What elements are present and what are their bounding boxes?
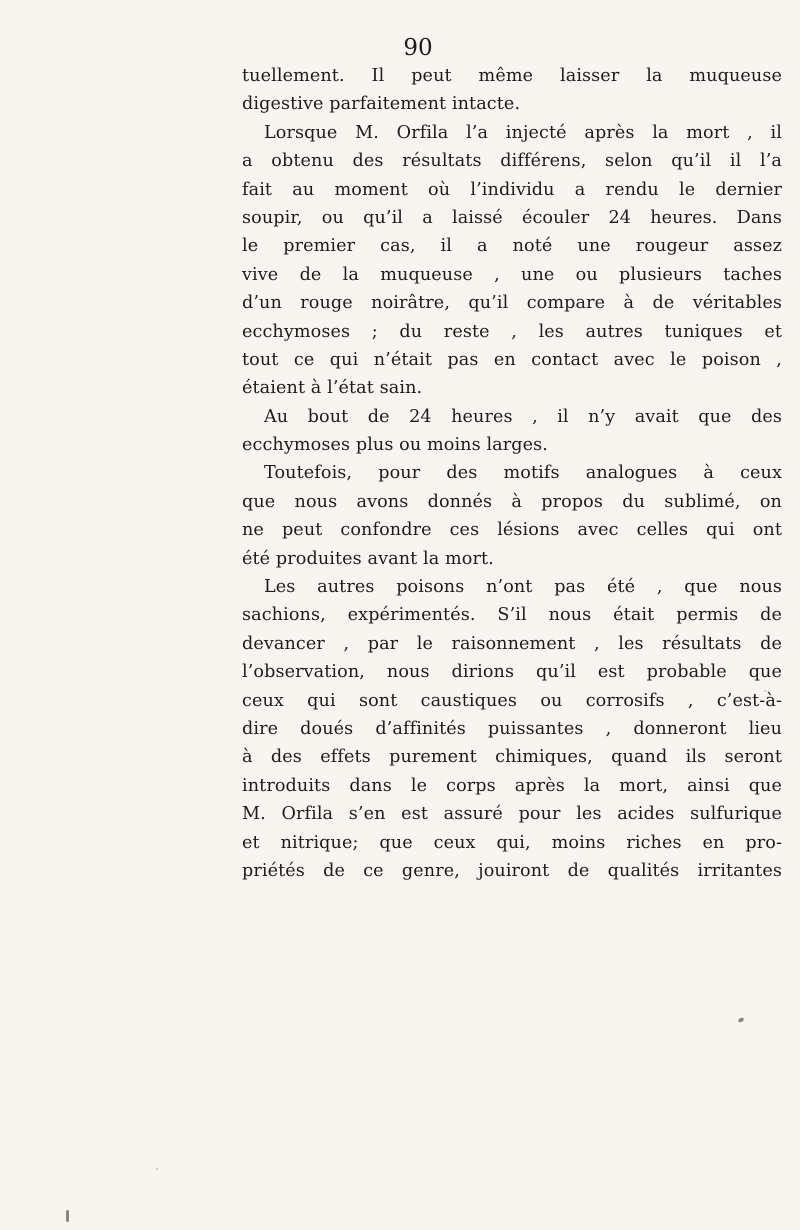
text-line: devancer , par le raisonnement , les résultats de <box>242 633 782 654</box>
paper-speck <box>764 690 766 692</box>
text-line: sachions, expérimentés. S’il nous était permis de <box>242 605 782 626</box>
text-line: vive de la muqueuse , une ou plusieurs taches <box>242 264 782 285</box>
text-line: digestive parfaitement intacte. <box>242 94 521 115</box>
text-line: Au bout de 24 heures , il n’y avait que des <box>264 406 782 427</box>
page-number: 90 <box>403 35 433 61</box>
text-line: Lorsque M. Orfila l’a injecté après la mort , il <box>264 122 782 143</box>
text-line: priétés de ce genre, jouiront de qualités irritantes <box>242 860 782 881</box>
text-line: été produites avant la mort. <box>242 548 494 569</box>
text-line: que nous avons donnés à propos du sublimé, on <box>242 491 782 512</box>
body-text <box>242 62 782 885</box>
text-line: et nitrique; que ceux qui, moins riches en pro- <box>242 832 782 853</box>
text-line: le premier cas, il a noté une rougeur assez <box>242 236 782 257</box>
text-line: à des effets purement chimiques, quand ils seront <box>242 747 782 768</box>
text-line: dire doués d’affinités puissantes , donneront lieu <box>242 718 782 739</box>
text-line: ecchymoses plus ou moins larges. <box>242 435 548 456</box>
paper-speck <box>156 1168 158 1170</box>
text-line: Toutefois, pour des motifs analogues à ceux <box>264 463 782 484</box>
text-line: tuellement. Il peut même laisser la muqueuse <box>242 66 782 86</box>
text-line: d’un rouge noirâtre, qu’il compare à de véritables <box>242 293 782 314</box>
paper-speck <box>737 1017 744 1023</box>
paper-speck <box>66 1210 69 1222</box>
text-line: introduits dans le corps après la mort, ainsi que <box>242 775 782 796</box>
text-line: a obtenu des résultats différens, selon qu’il il l’a <box>242 151 782 172</box>
text-line: tout ce qui n’était pas en contact avec le poison , <box>242 349 782 370</box>
text-line: ecchymoses ; du reste , les autres tuniques et <box>242 321 782 342</box>
text-line: étaient à l’état sain. <box>242 378 423 399</box>
text-line: l’observation, nous dirions qu’il est probable que <box>242 662 782 683</box>
text-line: soupir, ou qu’il a laissé écouler 24 heures. Dans <box>242 207 782 228</box>
text-line: ceux qui sont caustiques ou corrosifs , c’est-à- <box>242 690 782 711</box>
text-line: M. Orfila s’en est assuré pour les acides sulfurique <box>242 804 782 825</box>
text-line: Les autres poisons n’ont pas été , que nous <box>264 577 782 598</box>
text-line: ne peut confondre ces lésions avec celles qui ont <box>242 520 782 541</box>
text-line: fait au moment où l’individu a rendu le dernier <box>242 179 782 200</box>
